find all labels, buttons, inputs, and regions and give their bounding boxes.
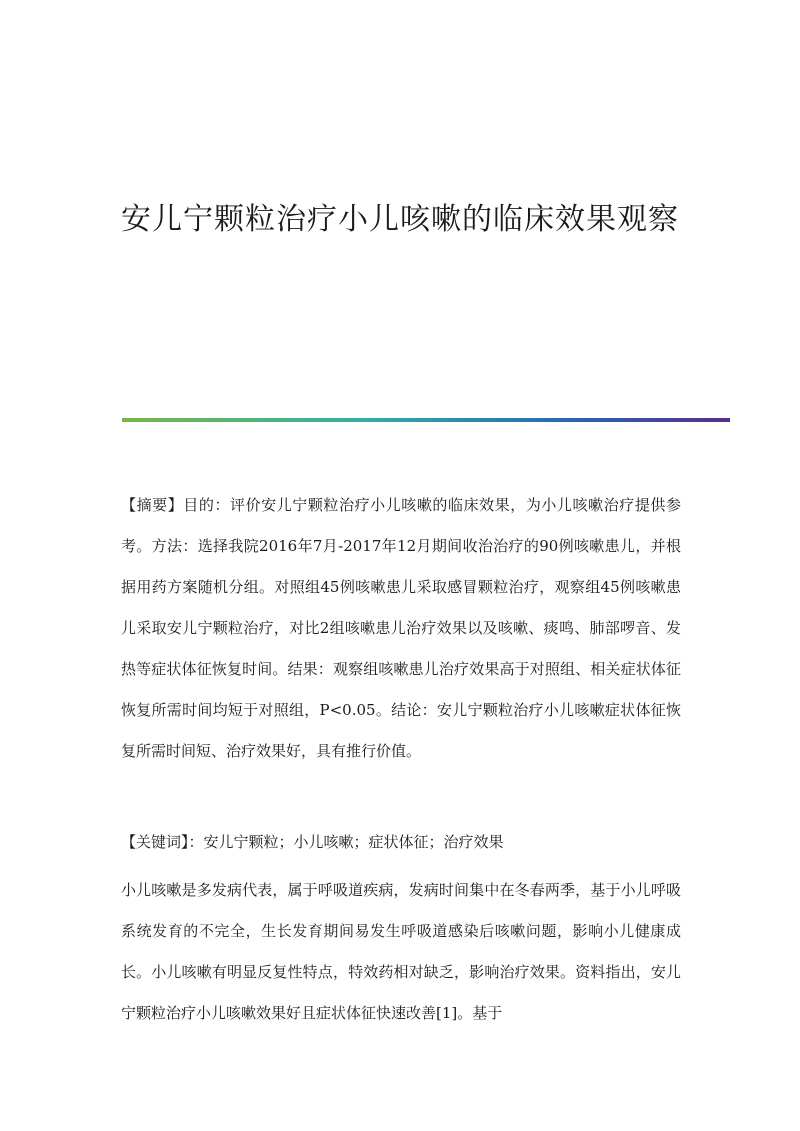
intro-paragraph: 小儿咳嗽是多发病代表，属于呼吸道疾病，发病时间集中在冬春两季，基于小儿呼吸系统发育的不完全，生长发育期间易发生呼吸道感染后咳嗽问题，影响小儿健康成长。小儿咳嗽有明显反复性特点，特效药相对缺乏，影响治疗效果。资料指出，安儿宁颗粒治疗小儿咳嗽效果好且症状体征快速改善[1]。基于 bbox=[121, 881, 681, 1022]
keywords-paragraph: 【关键词】：安儿宁颗粒；小儿咳嗽；症状体征；治疗效果 bbox=[121, 833, 504, 851]
title-divider bbox=[122, 418, 730, 422]
document-title: 安儿宁颗粒治疗小儿咳嗽的临床效果观察 bbox=[121, 202, 679, 237]
abstract-paragraph: 【摘要】目的：评价安儿宁颗粒治疗小儿咳嗽的临床效果，为小儿咳嗽治疗提供参考。方法：选择我院2016年7月-2017年12月期间收治治疗的90例咳嗽患儿，并根据用药方案随机分组。对照组45例咳嗽患儿采取感冒颗粒治疗，观察组45例咳嗽患儿采取安儿宁颗粒治疗，对比2组咳嗽患儿治疗效果以及咳嗽、痰鸣、肺部啰音、发热等症状体征恢复时间。结果：观察组咳嗽患儿治疗效果高于对照组、相关症状体征恢复所需时间均短于对照组，P<0.05。结论：安儿宁颗粒治疗小儿咳嗽症状体征恢复所需时间短、治疗效果好，具有推行价值。 bbox=[121, 496, 681, 760]
